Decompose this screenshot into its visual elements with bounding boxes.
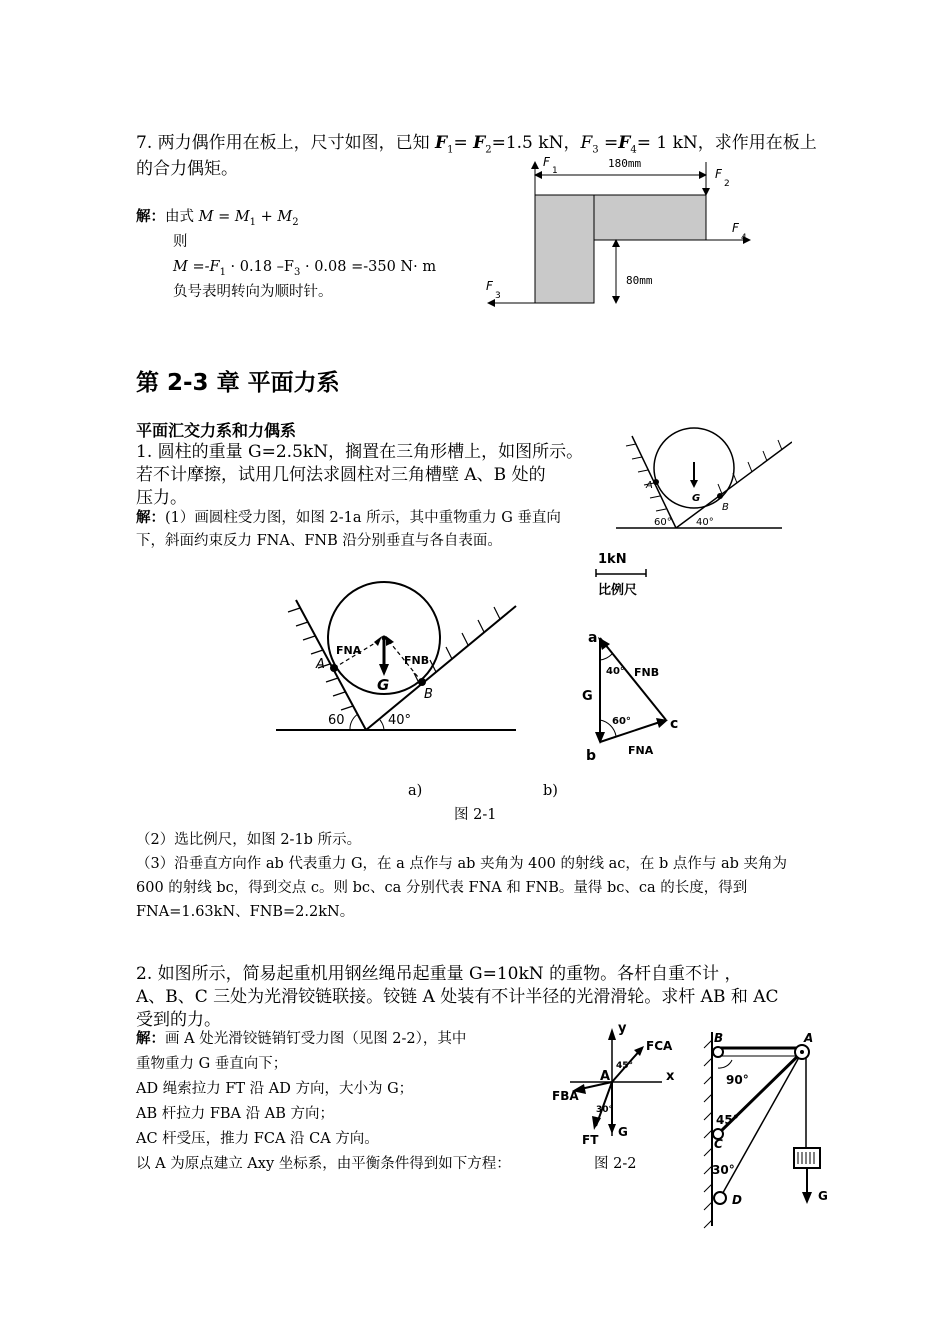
problem7-solution-line1: 解：由式 $M = M_1 + M_2$ — [136, 208, 299, 228]
problem2-solution-line1: 解：画 A 处光滑铰链销钉受力图（见图 2-2），其中 — [136, 1030, 467, 1047]
label-F1: F — [543, 155, 550, 169]
problem2-solution-line5: AC 杆受压，推力 FCA 沿 CA 方向。 — [136, 1131, 379, 1147]
caption-b: b) — [543, 783, 558, 799]
svg-text:y: y — [618, 1021, 627, 1036]
label-F3: F — [486, 279, 493, 293]
problem1-step3-line1: （3）沿垂直方向作 ab 代表重力 G，在 a 点作与 ab 夹角为 400 的射线 ac，在 b 点作与 ab 夹角为 — [136, 856, 787, 872]
svg-text:G: G — [377, 676, 390, 694]
problem1-step3-line3: FNA=1.63kN、FNB=2.2kN。 — [136, 904, 355, 920]
problem7-solution-line4: 负号表明转向为顺时针。 — [173, 284, 333, 300]
problem1-groove-figure-small — [612, 422, 792, 532]
svg-text:45°: 45° — [616, 1061, 634, 1071]
dim-80-label: 80mm — [626, 274, 653, 287]
svg-text:90°: 90° — [726, 1073, 749, 1087]
svg-text:1: 1 — [552, 166, 558, 176]
svg-text:2: 2 — [724, 179, 730, 189]
svg-text:FNA: FNA — [628, 744, 654, 757]
svg-text:60°: 60° — [612, 716, 631, 727]
svg-text:FBA: FBA — [552, 1089, 579, 1103]
svg-text:a: a — [588, 630, 598, 646]
problem2-solution-line3: AD 绳索拉力 FT 沿 AD 方向，大小为 G； — [136, 1081, 414, 1097]
scale-label: 比例尺 — [598, 583, 638, 598]
problem7-solution-line2: 则 — [173, 234, 188, 250]
figure-2-2-caption: 图 2-2 — [594, 1156, 637, 1172]
problem2-free-body-diagram — [546, 1020, 696, 1152]
problem2-solution-line6: 以 A 为原点建立 Axy 坐标系，由平衡条件得到如下方程： — [136, 1156, 511, 1172]
svg-text:x: x — [666, 1069, 675, 1084]
figure-2-1b-force-triangle — [572, 622, 690, 770]
svg-text:A: A — [804, 1031, 814, 1045]
problem2-crane-diagram — [698, 1022, 838, 1232]
problem7-solution-line3: $M =-F_1 \cdot 0.18$ $-F_3 \cdot 0.08 =-350$ N· m — [173, 259, 437, 278]
caption-a: a) — [408, 783, 423, 799]
svg-text:40°: 40° — [388, 713, 412, 728]
problem1-line1: 1. 圆柱的重量 G=2.5kN，搁置在三角形槽上，如图所示。 — [136, 442, 584, 462]
dim-180-label: 180mm — [608, 157, 642, 170]
svg-text:B: B — [714, 1031, 724, 1045]
problem1-line2: 若不计摩擦，试用几何法求圆柱对三角槽壁 A、B 处的 — [136, 465, 546, 485]
svg-text:30°: 30° — [596, 1105, 614, 1115]
svg-text:FNB: FNB — [634, 666, 660, 679]
problem1-solution-line2: 下，斜面约束反力 FNA、FNB 沿分别垂直与各自表面。 — [136, 533, 502, 549]
svg-text:G: G — [692, 493, 701, 504]
svg-text:3: 3 — [495, 291, 501, 301]
svg-text:B: B — [722, 502, 729, 513]
svg-text:60: 60 — [328, 713, 345, 728]
svg-text:40°: 40° — [606, 666, 625, 677]
section-title: 平面汇交力系和力偶系 — [136, 421, 297, 440]
svg-text:c: c — [670, 716, 679, 732]
label-F2: F — [715, 167, 722, 181]
problem1-line3: 压力。 — [136, 488, 187, 508]
svg-text:40°: 40° — [696, 517, 714, 528]
svg-text:FNA: FNA — [336, 644, 362, 657]
problem1-step3-line2: 600 的射线 bc，得到交点 c。则 bc、ca 分别代表 FNA 和 FNB。量得 bc、ca 的长度，得到 — [136, 880, 748, 896]
label-F4: F — [732, 221, 739, 235]
svg-text:D: D — [732, 1193, 742, 1207]
svg-text:A: A — [600, 1069, 611, 1084]
svg-text:FT: FT — [582, 1133, 599, 1147]
svg-text:45°: 45° — [716, 1113, 739, 1127]
chapter-title: 第 2-3 章 平面力系 — [136, 370, 340, 396]
problem1-step2: （2）选比例尺，如图 2-1b 所示。 — [136, 832, 362, 848]
svg-text:G: G — [618, 1125, 628, 1139]
scale-value: 1kN — [598, 552, 627, 567]
svg-text:B: B — [424, 687, 433, 702]
problem1-solution-line1: 解：(1）画圆柱受力图，如图 2-1a 所示，其中重物重力 G 垂直向 — [136, 509, 561, 526]
problem2-line1: 2. 如图所示，简易起重机用钢丝绳吊起重量 G=10kN 的重物。各杆自重不计 ， — [136, 964, 742, 984]
problem2-line3: 受到的力。 — [136, 1010, 221, 1030]
svg-text:G: G — [818, 1189, 828, 1203]
figure-2-1a — [270, 572, 520, 768]
problem7-plate-figure — [480, 150, 780, 312]
problem7-statement-line1: 7. 两力偶作用在板上，尺寸如图，已知 $F_1= F_2=1.5$ kN，$F_3 =F_4= 1$ kN，求作用在板上 — [136, 133, 817, 156]
problem2-solution-line2: 重物重力 G 垂直向下； — [136, 1056, 288, 1072]
svg-text:A: A — [646, 480, 653, 491]
problem7-statement-line2: 的合力偶矩。 — [136, 159, 238, 179]
svg-text:A: A — [316, 657, 325, 672]
svg-text:FCA: FCA — [646, 1039, 673, 1053]
svg-text:30°: 30° — [712, 1163, 735, 1177]
svg-text:4: 4 — [741, 233, 747, 243]
scale-bar — [594, 568, 650, 578]
problem2-line2: A、B、C 三处为光滑铰链联接。铰链 A 处装有不计半径的光滑滑轮。求杆 AB 和 AC — [136, 987, 779, 1007]
svg-text:C: C — [714, 1137, 723, 1151]
svg-text:b: b — [586, 748, 597, 764]
svg-text:G: G — [582, 689, 593, 704]
svg-text:60°: 60° — [654, 517, 672, 528]
figure-2-1-caption: 图 2-1 — [454, 807, 497, 823]
svg-text:FNB: FNB — [404, 654, 430, 667]
problem2-solution-line4: AB 杆拉力 FBA 沿 AB 方向； — [136, 1106, 334, 1122]
